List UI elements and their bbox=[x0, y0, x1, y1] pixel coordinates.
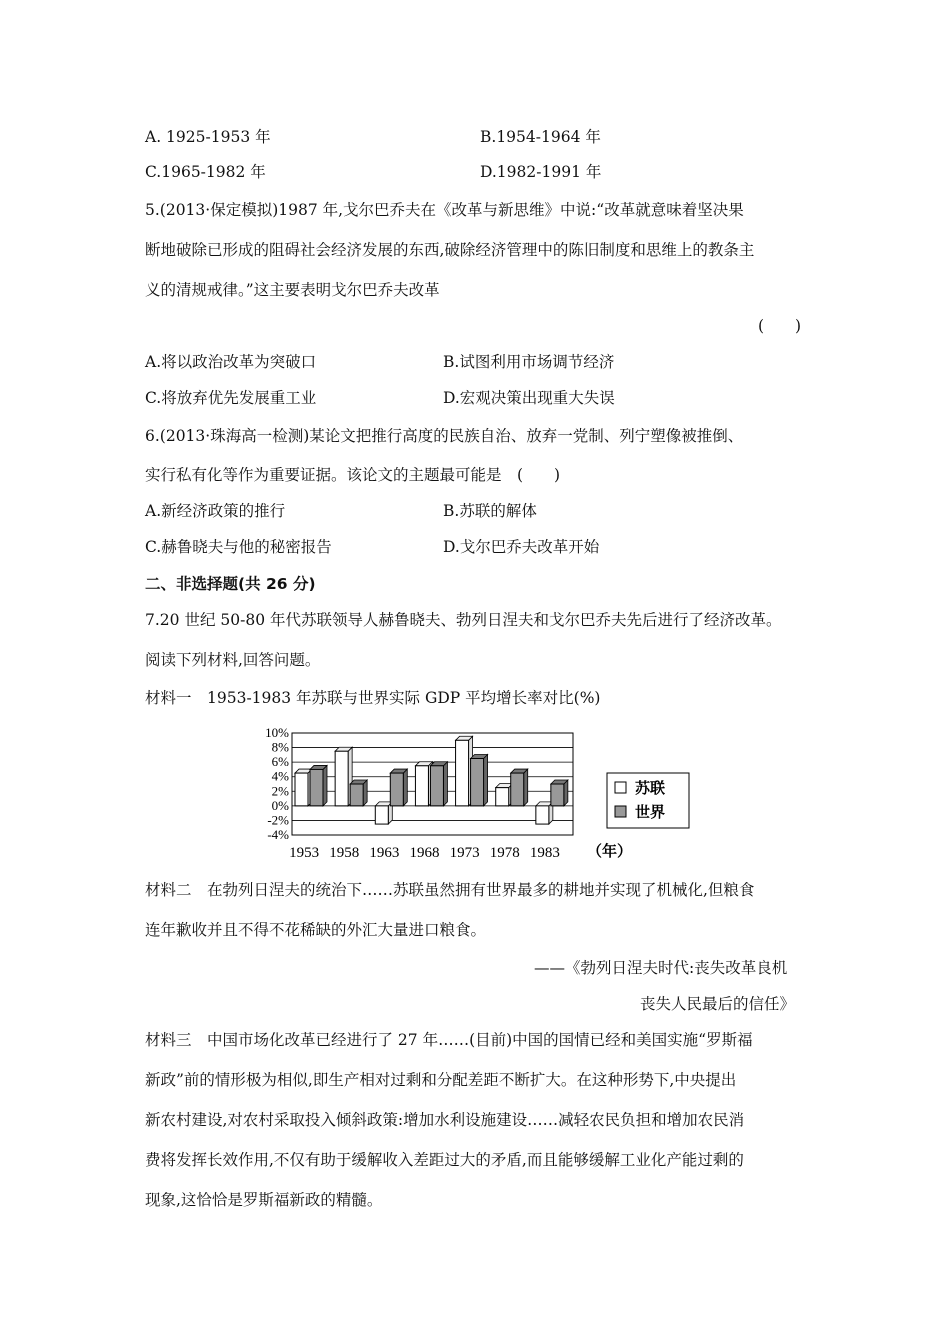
chart-y-tick-label: 4% bbox=[271, 768, 289, 784]
chart-y-tick-label: -4% bbox=[267, 827, 289, 842]
chart-y-tick-label: -2% bbox=[267, 812, 289, 828]
chart-y-tick-label: 2% bbox=[271, 783, 289, 799]
q5-option-c: C.将放弃优先发展重工业 bbox=[145, 389, 317, 407]
q4-option-b: B.1954-1964 年 bbox=[480, 128, 601, 146]
q4-option-d: D.1982-1991 年 bbox=[480, 163, 602, 181]
chart-y-tick-label: 8% bbox=[271, 739, 289, 755]
chart-bar bbox=[350, 784, 363, 806]
chart-bar-side bbox=[323, 765, 327, 805]
q4-option-a: A. 1925-1953 年 bbox=[145, 128, 271, 146]
chart-bar bbox=[415, 766, 428, 806]
chart-bar-side bbox=[403, 769, 407, 806]
chart-bar-side bbox=[524, 769, 528, 806]
chart-legend-swatch bbox=[615, 806, 626, 817]
chart-y-tick-label: 0% bbox=[271, 797, 289, 813]
material-3-line-1: 材料三 中国市场化改革已经进行了 27 年……(目前)中国的国情已经和美国实施“罗斯福 bbox=[145, 1031, 753, 1049]
chart-y-tick-label: 10% bbox=[265, 725, 289, 740]
q6-stem-line-2: 实行私有化等作为重要证据。该论文的主题最可能是 ( ) bbox=[145, 466, 561, 484]
chart-x-tick-label: 1963 bbox=[369, 845, 400, 861]
material-2-source-line-2: 丧失人民最后的信任》 bbox=[640, 995, 796, 1013]
q5-answer-bracket: ( ) bbox=[758, 317, 802, 335]
q5-option-b: B.试图利用市场调节经济 bbox=[443, 353, 615, 371]
q6-option-c: C.赫鲁晓夫与他的秘密报告 bbox=[145, 538, 332, 556]
material-1-title: 材料一 1953-1983 年苏联与世界实际 GDP 平均增长率对比(%) bbox=[145, 689, 601, 707]
q5-stem-line-3: 义的清规戒律。”这主要表明戈尔巴乔夫改革 bbox=[145, 281, 440, 299]
chart-bar bbox=[295, 773, 308, 806]
material-2-source-line-1: ——《勃列日涅夫时代:丧失改革良机 bbox=[534, 959, 788, 977]
q5-option-a: A.将以政治改革为突破口 bbox=[145, 353, 317, 371]
material-3-line-5: 现象,这恰恰是罗斯福新政的精髓。 bbox=[145, 1191, 383, 1209]
chart-legend-label: 世界 bbox=[635, 805, 666, 821]
q5-stem-line-1: 5.(2013·保定模拟)1987 年,戈尔巴乔夫在《改革与新思维》中说:“改革就意味着坚决果 bbox=[145, 201, 744, 219]
chart-bar bbox=[390, 773, 403, 806]
chart-bar bbox=[551, 784, 564, 806]
chart-bar bbox=[335, 751, 348, 806]
chart-bar bbox=[496, 788, 509, 806]
chart-bar-side bbox=[484, 755, 488, 806]
chart-bar bbox=[511, 773, 524, 806]
chart-bar bbox=[375, 806, 388, 824]
q6-stem-line-1: 6.(2013·珠海高一检测)某论文把推行高度的民族自治、放弃一党制、列宁塑像被推倒、 bbox=[145, 427, 744, 445]
chart-legend-swatch bbox=[615, 782, 626, 793]
chart-x-tick-label: 1973 bbox=[449, 845, 480, 861]
q6-option-a: A.新经济政策的推行 bbox=[145, 502, 286, 520]
q5-stem-line-2: 断地破除已形成的阻碍社会经济发展的东西,破除经济管理中的陈旧制度和思维上的教条主 bbox=[145, 241, 755, 259]
material-3-line-2: 新政”前的情形极为相似,即生产相对过剩和分配差距不断扩大。在这种形势下,中央提出 bbox=[145, 1071, 737, 1089]
chart-x-tick-label: 1958 bbox=[329, 845, 360, 861]
material-3-line-4: 费将发挥长效作用,不仅有助于缓解收入差距过大的矛盾,而且能够缓解工业化产能过剩的 bbox=[145, 1151, 744, 1169]
gdp-bar-chart bbox=[255, 725, 666, 865]
chart-bar bbox=[456, 740, 469, 806]
material-3-line-3: 新农村建设,对农村采取投入倾斜政策:增加水利设施建设……减轻农民负担和增加农民消 bbox=[145, 1111, 745, 1129]
q4-option-c: C.1965-1982 年 bbox=[145, 163, 266, 181]
q5-option-d: D.宏观决策出现重大失误 bbox=[443, 389, 615, 407]
chart-bar bbox=[430, 766, 443, 806]
chart-y-tick-label: 6% bbox=[271, 754, 289, 770]
chart-x-tick-label: 1968 bbox=[409, 845, 440, 861]
chart-x-tick-label: 1983 bbox=[529, 845, 560, 861]
section-title: 二、非选择题(共 26 分) bbox=[145, 575, 316, 593]
chart-bar bbox=[471, 759, 484, 806]
chart-x-tick-label: 1978 bbox=[489, 845, 520, 861]
q7-stem-line-1: 7.20 世纪 50-80 年代苏联领导人赫鲁晓夫、勃列日涅夫和戈尔巴乔夫先后进行了经济改革。 bbox=[145, 611, 782, 629]
chart-bar bbox=[310, 769, 323, 805]
chart-x-tick-label: 1953 bbox=[289, 845, 320, 861]
chart-x-axis-suffix: （年） bbox=[587, 844, 633, 860]
chart-legend-label: 苏联 bbox=[635, 781, 666, 797]
q6-option-b: B.苏联的解体 bbox=[443, 502, 537, 520]
q7-stem-line-2: 阅读下列材料,回答问题。 bbox=[145, 651, 321, 669]
q6-option-d: D.戈尔巴乔夫改革开始 bbox=[443, 538, 600, 556]
material-2-line-2: 连年歉收并且不得不花稀缺的外汇大量进口粮食。 bbox=[145, 921, 487, 939]
chart-bar bbox=[536, 806, 549, 824]
material-2-line-1: 材料二 在勃列日涅夫的统治下……苏联虽然拥有世界最多的耕地并实现了机械化,但粮食 bbox=[145, 881, 755, 899]
chart-bar-side bbox=[443, 762, 447, 806]
